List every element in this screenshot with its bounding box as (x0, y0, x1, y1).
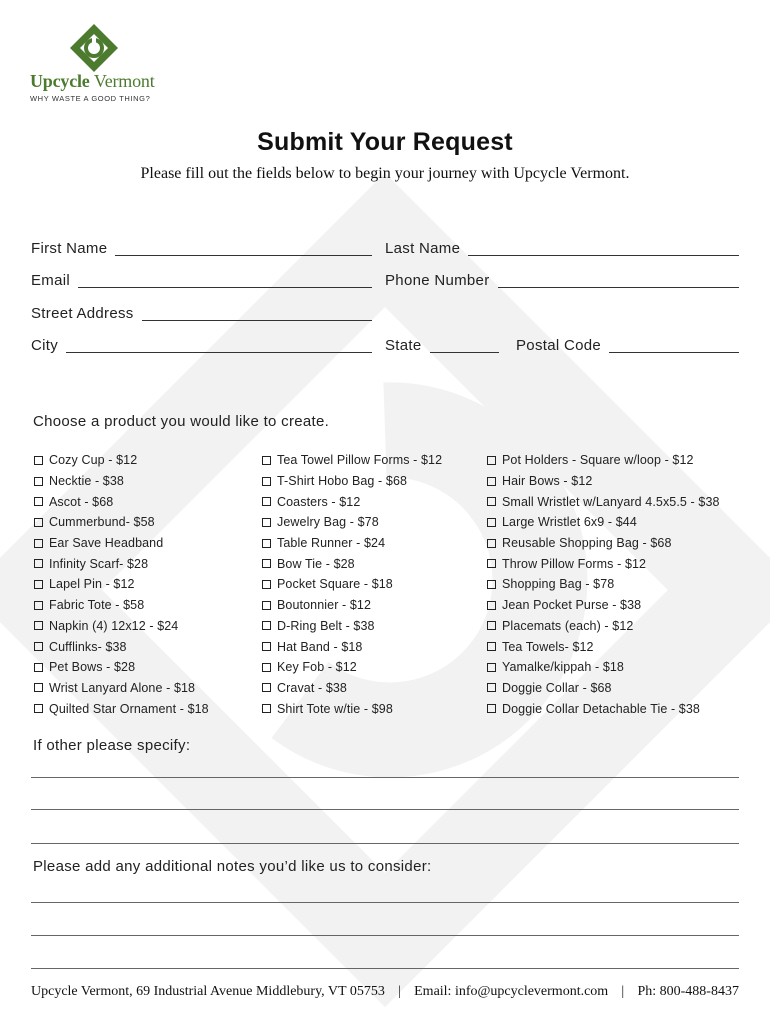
product-option-label: Doggie Collar Detachable Tie - $38 (502, 701, 700, 716)
notes-label: Please add any additional notes you’d like us to consider: (33, 858, 432, 875)
checkbox[interactable] (262, 580, 271, 589)
checkbox[interactable] (34, 580, 43, 589)
checkbox[interactable] (262, 518, 271, 527)
checkbox[interactable] (262, 456, 271, 465)
page-subtitle: Please fill out the fields below to begin your journey with Upcycle Vermont. (140, 165, 630, 182)
product-option[interactable] (487, 574, 720, 595)
product-option-label: Yamalke/kippah - $18 (502, 660, 624, 675)
product-option-label: Infinity Scarf- $28 (49, 556, 149, 571)
product-option-label: Pet Bows - $28 (49, 660, 136, 675)
checkbox[interactable] (34, 683, 43, 692)
checkbox[interactable] (262, 704, 271, 713)
brand-tagline: WHY WASTE A GOOD THING? (30, 94, 151, 103)
product-option-label: Jewelry Bag - $78 (277, 515, 379, 530)
product-option[interactable] (34, 450, 209, 471)
product-column-1 (34, 450, 209, 719)
product-option-label: Hair Bows - $12 (502, 474, 593, 489)
footer-email: Email: info@upcyclevermont.com (414, 984, 609, 999)
footer-address: Upcycle Vermont, 69 Industrial Avenue Middlebury, VT 05753 (31, 984, 385, 999)
notes-line-1[interactable] (31, 902, 739, 903)
product-option[interactable] (487, 616, 720, 637)
checkbox[interactable] (487, 559, 496, 568)
product-option-label: Tea Towels- $12 (502, 639, 594, 654)
checkbox[interactable] (262, 621, 271, 630)
checkbox[interactable] (487, 518, 496, 527)
state-label: State (385, 337, 422, 354)
product-option-label: Ear Save Headband (49, 536, 164, 551)
product-option[interactable] (487, 491, 720, 512)
phone-line[interactable] (498, 274, 740, 288)
product-option[interactable] (34, 574, 209, 595)
product-option-label: Bow Tie - $28 (277, 556, 355, 571)
brand-name-bold: Upcycle (30, 71, 90, 91)
checkbox[interactable] (34, 704, 43, 713)
checkbox[interactable] (487, 601, 496, 610)
phone-field[interactable] (385, 270, 739, 290)
product-option[interactable] (34, 657, 209, 678)
email-field[interactable] (31, 270, 372, 290)
product-option[interactable] (487, 657, 720, 678)
product-option-label: Necktie - $38 (49, 474, 124, 489)
product-option-label: Cravat - $38 (277, 680, 347, 695)
checkbox[interactable] (487, 683, 496, 692)
product-option[interactable] (262, 553, 442, 574)
product-option-label: Doggie Collar - $68 (502, 680, 612, 695)
checkbox[interactable] (34, 456, 43, 465)
product-option-label: Cozy Cup - $12 (49, 453, 138, 468)
product-option-label: Table Runner - $24 (277, 536, 386, 551)
product-option-label: Fabric Tote - $58 (49, 598, 145, 613)
checkbox[interactable] (487, 642, 496, 651)
product-option-label: Reusable Shopping Bag - $68 (502, 536, 672, 551)
city-label: City (31, 337, 59, 354)
product-option[interactable] (262, 657, 442, 678)
product-option-label: Pot Holders - Square w/loop - $12 (502, 453, 694, 468)
checkbox[interactable] (262, 683, 271, 692)
product-option-label: Large Wristlet 6x9 - $44 (502, 515, 637, 530)
product-option[interactable] (487, 471, 720, 492)
product-column-3 (487, 450, 720, 719)
product-option[interactable] (34, 595, 209, 616)
notes-line-2[interactable] (31, 935, 739, 936)
product-option-label: Pocket Square - $18 (277, 577, 393, 592)
product-option[interactable] (262, 471, 442, 492)
checkbox[interactable] (262, 559, 271, 568)
phone-label: Phone Number (385, 272, 490, 289)
product-option[interactable] (34, 471, 209, 492)
product-option-label: Jean Pocket Purse - $38 (502, 598, 642, 613)
product-option-label: Placemats (each) - $12 (502, 618, 634, 633)
product-option[interactable] (262, 512, 442, 533)
product-option-label: T-Shirt Hobo Bag - $68 (277, 474, 408, 489)
product-option[interactable] (262, 491, 442, 512)
checkbox[interactable] (34, 621, 43, 630)
product-option[interactable] (34, 512, 209, 533)
checkbox[interactable] (262, 539, 271, 548)
product-option[interactable] (262, 698, 442, 719)
product-option-label: Small Wristlet w/Lanyard 4.5x5.5 - $38 (502, 494, 720, 509)
product-option-label: Lapel Pin - $12 (49, 577, 135, 592)
product-option[interactable] (487, 450, 720, 471)
checkbox[interactable] (34, 518, 43, 527)
postal-code-field[interactable] (516, 335, 739, 355)
email-label: Email (31, 272, 71, 289)
product-option-label: Ascot - $68 (49, 494, 114, 509)
state-line[interactable] (430, 339, 499, 353)
last-name-line[interactable] (468, 242, 739, 256)
logo-diamond-icon (68, 22, 120, 74)
checkbox[interactable] (262, 477, 271, 486)
other-line-2[interactable] (31, 809, 739, 810)
product-option[interactable] (487, 678, 720, 699)
first-name-line[interactable] (115, 242, 372, 256)
other-line-3[interactable] (31, 843, 739, 844)
product-option-label: Cummerbund- $58 (49, 515, 155, 530)
product-option-label: Quilted Star Ornament - $18 (49, 701, 209, 716)
footer (31, 984, 739, 1000)
checkbox[interactable] (34, 642, 43, 651)
checkbox[interactable] (34, 539, 43, 548)
page-title: Submit Your Request (257, 128, 513, 156)
product-column-2 (262, 450, 442, 719)
product-option-label: Napkin (4) 12x12 - $24 (49, 618, 179, 633)
checkbox[interactable] (487, 580, 496, 589)
checkbox[interactable] (487, 621, 496, 630)
footer-separator: | (621, 984, 625, 999)
brand-name-regular: Vermont (93, 71, 155, 91)
product-option[interactable] (262, 616, 442, 637)
product-option[interactable] (34, 698, 209, 719)
product-option-label: Shirt Tote w/tie - $98 (277, 701, 393, 716)
product-option-label: Tea Towel Pillow Forms - $12 (277, 453, 443, 468)
product-option[interactable] (262, 450, 442, 471)
checkbox[interactable] (262, 642, 271, 651)
product-option[interactable] (487, 533, 720, 554)
postal-code-line[interactable] (609, 339, 739, 353)
checkbox[interactable] (34, 477, 43, 486)
checkbox[interactable] (262, 601, 271, 610)
city-line[interactable] (66, 339, 372, 353)
checkbox[interactable] (487, 539, 496, 548)
postal-code-label: Postal Code (516, 337, 602, 354)
last-name-label: Last Name (385, 240, 461, 257)
product-option-label: D-Ring Belt - $38 (277, 618, 375, 633)
product-option-label: Throw Pillow Forms - $12 (502, 556, 647, 571)
first-name-field[interactable] (31, 238, 372, 258)
product-option[interactable] (487, 512, 720, 533)
product-option[interactable] (487, 636, 720, 657)
product-option[interactable] (262, 574, 442, 595)
footer-separator: | (398, 984, 401, 999)
product-option[interactable] (487, 698, 720, 719)
product-option[interactable] (34, 553, 209, 574)
product-option-label: Coasters - $12 (277, 494, 361, 509)
checkbox[interactable] (34, 601, 43, 610)
street-address-line[interactable] (142, 307, 372, 321)
product-option-label: Wrist Lanyard Alone - $18 (49, 680, 196, 695)
checkbox[interactable] (262, 497, 271, 506)
checkbox[interactable] (487, 497, 496, 506)
footer-phone: Ph: 800-488-8437 (637, 984, 739, 999)
product-option-label: Hat Band - $18 (277, 639, 363, 654)
product-option[interactable] (34, 533, 209, 554)
product-option[interactable] (262, 636, 442, 657)
other-line-1[interactable] (31, 777, 739, 778)
city-field[interactable] (31, 335, 372, 355)
product-option[interactable] (262, 533, 442, 554)
email-line[interactable] (78, 274, 372, 288)
product-prompt: Choose a product you would like to create. (33, 413, 330, 430)
product-option[interactable] (34, 636, 209, 657)
checkbox[interactable] (487, 663, 496, 672)
product-option[interactable] (34, 616, 209, 637)
checkbox[interactable] (34, 559, 43, 568)
checkbox[interactable] (487, 477, 496, 486)
checkbox[interactable] (34, 663, 43, 672)
product-option-label: Cufflinks- $38 (49, 639, 127, 654)
product-option[interactable] (34, 491, 209, 512)
product-option[interactable] (262, 678, 442, 699)
last-name-field[interactable] (385, 238, 739, 258)
first-name-label: First Name (31, 240, 108, 257)
other-specify-label: If other please specify: (33, 737, 191, 754)
street-address-label: Street Address (31, 305, 134, 322)
checkbox[interactable] (34, 497, 43, 506)
product-option-label: Key Fob - $12 (277, 660, 357, 675)
product-option[interactable] (487, 595, 720, 616)
checkbox[interactable] (262, 663, 271, 672)
product-option[interactable] (487, 553, 720, 574)
brand-name (30, 71, 155, 92)
street-address-field[interactable] (31, 303, 372, 323)
checkbox[interactable] (487, 456, 496, 465)
product-option-label: Shopping Bag - $78 (502, 577, 615, 592)
notes-line-3[interactable] (31, 968, 739, 969)
product-option[interactable] (262, 595, 442, 616)
state-field[interactable] (385, 335, 499, 355)
product-option[interactable] (34, 678, 209, 699)
checkbox[interactable] (487, 704, 496, 713)
product-option-label: Boutonnier - $12 (277, 598, 372, 613)
